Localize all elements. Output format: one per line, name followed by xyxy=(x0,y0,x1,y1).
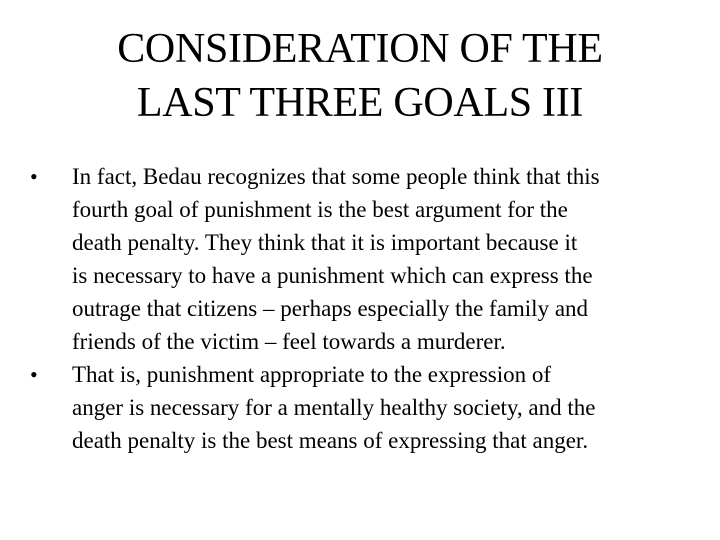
bullet-point-icon: • xyxy=(30,362,38,387)
bullet-text-line: That is, punishment appropriate to the expression of xyxy=(72,362,552,387)
slide-title-line: CONSIDERATION OF THE xyxy=(117,26,603,72)
bullet-list xyxy=(30,160,690,457)
bullet-point-icon: • xyxy=(30,164,38,189)
bullet-text-line: friends of the victim – feel towards a murderer. xyxy=(72,329,506,354)
bullet-text-line: anger is necessary for a mentally healthy society, and the xyxy=(72,395,596,420)
bullet-text-line: fourth goal of punishment is the best argument for the xyxy=(72,197,568,222)
slide-title xyxy=(40,22,680,130)
bullet-item xyxy=(30,358,690,457)
bullet-text-line: outrage that citizens – perhaps especially the family and xyxy=(72,296,589,321)
bullet-text-line: is necessary to have a punishment which can express the xyxy=(72,263,593,288)
bullet-text-line: death penalty. They think that it is important because it xyxy=(72,230,578,255)
bullet-text-line: In fact, Bedau recognizes that some people think that this xyxy=(72,164,600,189)
slide-title-line: LAST THREE GOALS III xyxy=(136,80,584,126)
bullet-item xyxy=(30,160,690,358)
bullet-text-line: death penalty is the best means of expressing that anger. xyxy=(72,428,589,453)
